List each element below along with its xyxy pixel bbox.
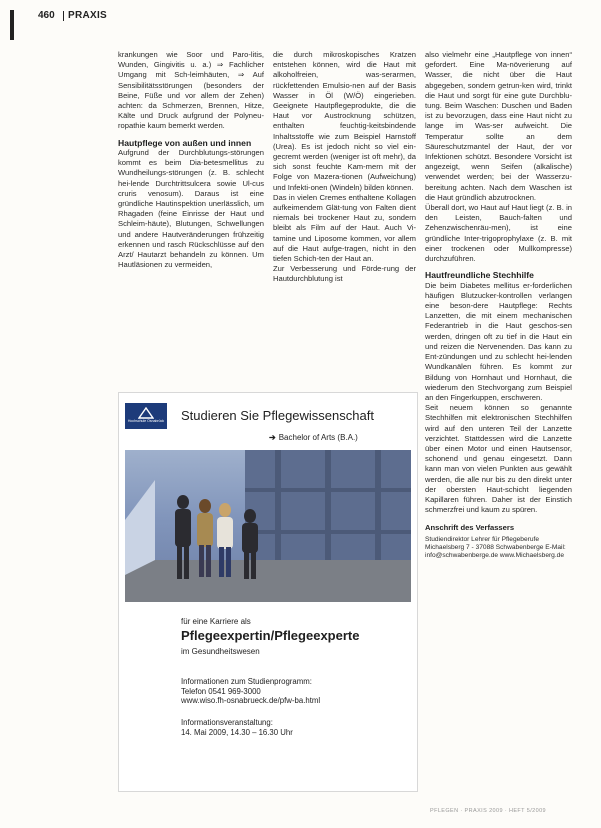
margin-bar <box>10 10 14 40</box>
university-logo <box>125 403 167 429</box>
info-label: Informationen zum Studienprogramm: <box>181 677 312 686</box>
paragraph: krankungen wie Soor und Paro-litis, Wunden, Gingivitis u. a.) ⇒ Fachlicher Umgang mit Sch-leimhäuten, ⇒ Auf Sensibilitätsstörungen (besonders der Beine, Füße und vor allem der Zehen) achten: da Schmerzen, Brennen, Hitze, Kälte und Druck aufgrund der Polyneu-ropathie kaum bemerkt werden. <box>118 50 264 131</box>
paragraph: Zur Verbesserung und Förde-rung der Hautdurchblutung ist <box>273 264 416 284</box>
logo-text: Hochschule Osnabrück <box>127 419 165 423</box>
arrow-right-icon: ➔ <box>269 433 276 442</box>
header-separator <box>63 11 64 21</box>
career-title: Pflegeexpertin/Pflegeexperte <box>181 628 360 643</box>
website-link[interactable]: www.wiso.fh-osnabrueck.de/pfw-ba.html <box>181 696 321 706</box>
subheading: Hautfreundliche Stechhilfe <box>425 270 534 281</box>
students-image <box>125 450 411 602</box>
page-number: 460 <box>38 10 55 21</box>
event-label: Informationsveranstaltung: <box>181 718 273 727</box>
logo-mark-icon <box>138 407 154 419</box>
students-photo <box>125 450 411 602</box>
page-header <box>10 10 601 26</box>
address-title: Anschrift des Verfassers <box>425 523 515 533</box>
career-context: im Gesundheitswesen <box>181 647 260 656</box>
paragraph: Seit neuem können so genannte Stechhilfen mit elektronischen Stechhilfen wird auf den unteren Teil der Lanzette verzichtet. Stattdessen wird die Lanzette über einen Motor und einen Hautsensor, schonend und genau eingesetzt. Dann kann man von vielen Punkten aus gewählt werden, die alle nur bis zu den direkt unter der obersten Haut-schicht liegenden Kapillaren führen. Daher ist der Einstich schmerzfrei und kaum zu spüren. <box>425 403 572 515</box>
contact-info <box>181 677 320 706</box>
subheading: Hautpflege von außen und innen <box>118 137 252 148</box>
column-3 <box>425 50 572 560</box>
paragraph: die durch mikroskopisches Kratzen entstehen können, wird die Haut mit alkoholfreien, was-serarmen, rückfettenden Emulsio-nen auf der Basis Wasser in Öl (W/Ö) eingerieben. Geeignete Hautpflegeprodukte, die die Haut vor Austrocknung schützen, enthalten feuchtig-keitsbindende Inhaltsstoffe wie zum Beispiel Harnstoff (Urea). Es ist jedoch nicht so viel ein-gecremt werden (weniger ist oft mehr), da sich sonst feuchte Kam-mern mit der Folge von Mazera-tionen (Aufweichung) und Infekti-onen (Windeln) bilden können. <box>273 50 416 192</box>
page-footer: PFLEGEN · PRAXIS 2009 · HEFT 5/2009 <box>430 808 546 814</box>
author-address <box>425 523 572 560</box>
paragraph: also vielmehr eine „Hautpflege von innen“ gefordert. Eine Ma-növerierung auf Wasser, die nicht über die Haut abgegeben, sondern getrun-ken wird, trinkt die Haut und sorgt für eine gute Durchblu-tung. Beim Waschen: Duschen und Baden ist zu bevorzugen, dass eine Haut nicht zu lange im Was-ser aufweicht. Die Temperatur sollte an dem Säureschutzmantel der Haut, der vor Infektionen schützt. Besondere Vorsicht ist angezeigt, wenn Seifen (alkalische) verwendet werden; bei der Wasserzu-bereitung achten. Nach dem Waschen ist die Haut gründlich abzutrocknen. <box>425 50 572 202</box>
address-text: Studiendirektor Lehrer für Pflegeberufe Michaelsberg 7 - 37088 Schwabenberge E-Mail: info@schwabenberge.de www.Michaelsberg.de <box>425 535 566 560</box>
column-1 <box>118 50 264 270</box>
ad-degree <box>269 433 358 442</box>
section-title: PRAXIS <box>68 10 108 21</box>
paragraph: Das in vielen Cremes enthaltene Kollagen aufkeimendem Glät-tung von Falten dient niemals bei trockener Haut zu, sondern bleibt als Film auf der Haut. Auch Vi-tamine und Liposome kommen, vor allem auf die Haut aufge-tragen, nicht in den tiefen Schich-ten der Haut an. <box>273 192 416 264</box>
paragraph: Aufgrund der Durchblutungs-störungen kommt es beim Dia-betesmellitus zu Wundheilungs-störungen (z. B. schlecht hei-lende Durchtrittsulcera sowie Ul-cus cruris venosum). Daraus ist eine gründliche Hautinspektion unerlässlich, um Rhagaden (feine Einrisse der Haut und Schleim-häute), Blutungen, Schwellungen und andere Hautveränderungen frühzeitig erkennen und rasch Rückschlüsse auf den Arzt/ Hautarzt behandeln zu können. Um Hautläsionen zu vermeiden, <box>118 148 264 270</box>
degree-label: Bachelor of Arts (B.A.) <box>278 433 358 442</box>
event-info <box>181 718 293 737</box>
ad-title: Studieren Sie Pflegewissenschaft <box>181 408 374 423</box>
paragraph: Die beim Diabetes mellitus er-forderlichen häufigen Blutzucker-kontrollen verlangen eine beson-dere Hautpflege: Rechts Lanzetten, die mit einem mechanischen Federantrieb in die Haut geschos-sen werden, dringen oft zu tief in die Haut ein und reizen die Nervenenden. Das kann zu Ent-zündungen und zu schlecht hei-lenden Wundkanälen führen. Es kommt zur Bildung von Hornhaut und Hornhaut, die wiederum den Stechvorgang zum Beispiel an den Fingerkuppen, erschweren. <box>425 280 572 402</box>
phone: Telefon 0541 969-3000 <box>181 686 261 696</box>
career-subline: für eine Karriere als <box>181 617 251 626</box>
event-date: 14. Mai 2009, 14.30 – 16.30 Uhr <box>181 727 293 737</box>
column-2 <box>273 50 416 285</box>
paragraph: Überall dort, wo Haut auf Haut liegt (z. B. in den Leisten, Bauch-falten und Zehenzwischenräu-men), ist eine gründliche Inter-trigoprophylaxe (z. B. mit einer trockenen oder Mullkompresse) durchzuführen. <box>425 203 572 264</box>
advertisement <box>118 392 418 792</box>
